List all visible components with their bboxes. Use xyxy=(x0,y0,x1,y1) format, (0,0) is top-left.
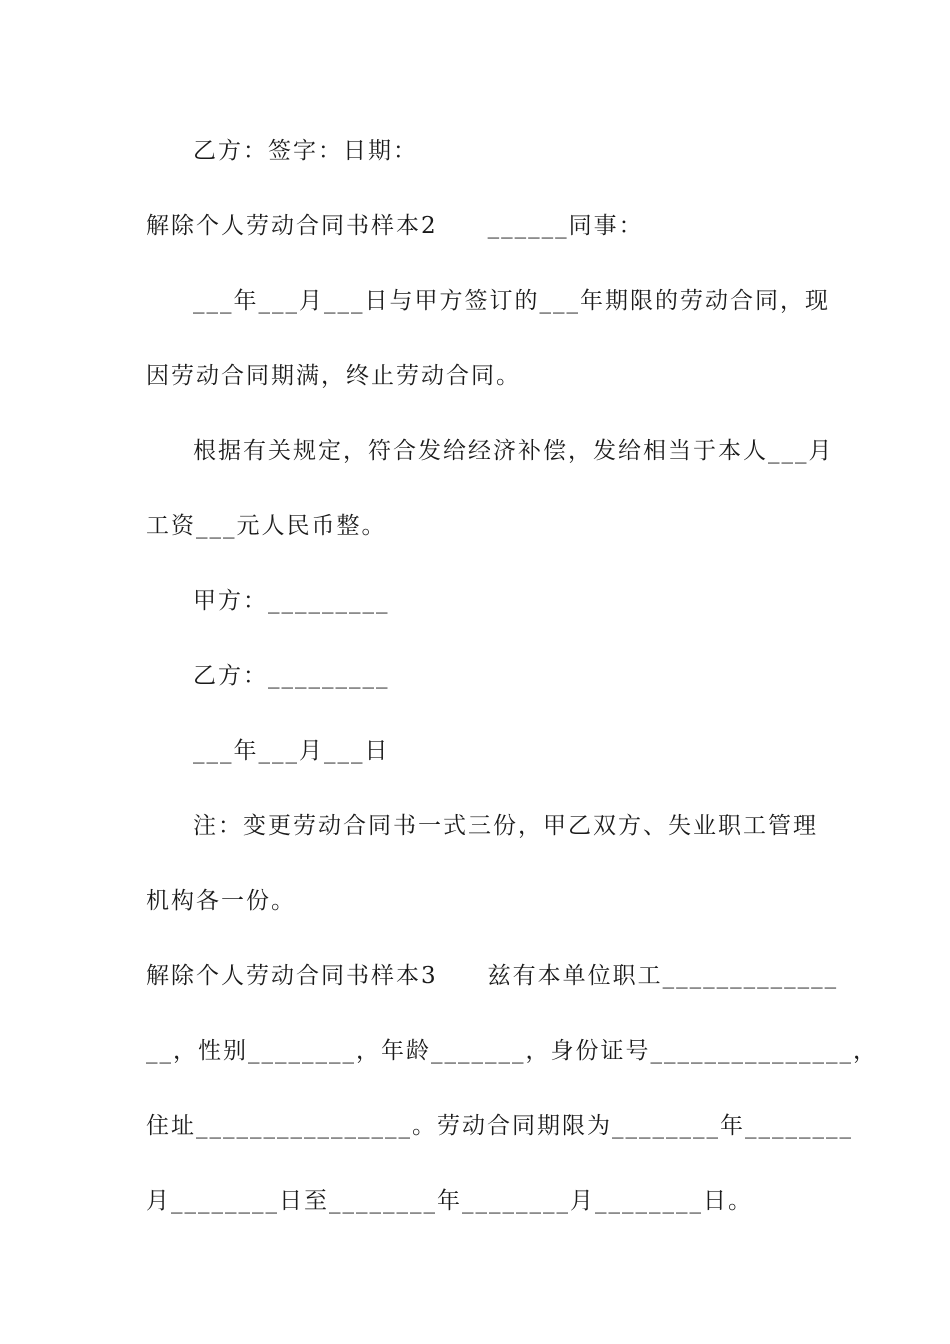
sample-3-heading: 解除个人劳动合同书样本3 兹有本单位职工_____________ xyxy=(146,963,839,989)
term-dates-line: 月________日至________年________月________日。 xyxy=(146,1188,753,1214)
contract-signed-line: ___年___月___日与甲方签订的___年期限的劳动合同，现 xyxy=(193,288,830,314)
employee-info-line: __，性别________，年龄_______，身份证号_______________， xyxy=(146,1038,878,1064)
party-a-line: 甲方：_________ xyxy=(193,588,390,614)
party-b-line: 乙方：_________ xyxy=(193,663,390,689)
sample-2-heading: 解除个人劳动合同书样本2 ______同事： xyxy=(146,213,644,239)
note-continuation: 机构各一份。 xyxy=(146,888,296,914)
date-line: ___年___月___日 xyxy=(193,738,390,764)
note-line: 注：变更劳动合同书一式三份，甲乙双方、失业职工管理 xyxy=(193,813,818,839)
party-b-signature-line: 乙方：签字：日期： xyxy=(193,138,418,164)
salary-line: 工资___元人民币整。 xyxy=(146,513,387,539)
address-term-line: 住址________________。劳动合同期限为________年________ xyxy=(146,1113,853,1139)
contract-expired-line: 因劳动合同期满，终止劳动合同。 xyxy=(146,363,521,389)
compensation-line: 根据有关规定，符合发给经济补偿，发给相当于本人___月 xyxy=(193,438,834,464)
